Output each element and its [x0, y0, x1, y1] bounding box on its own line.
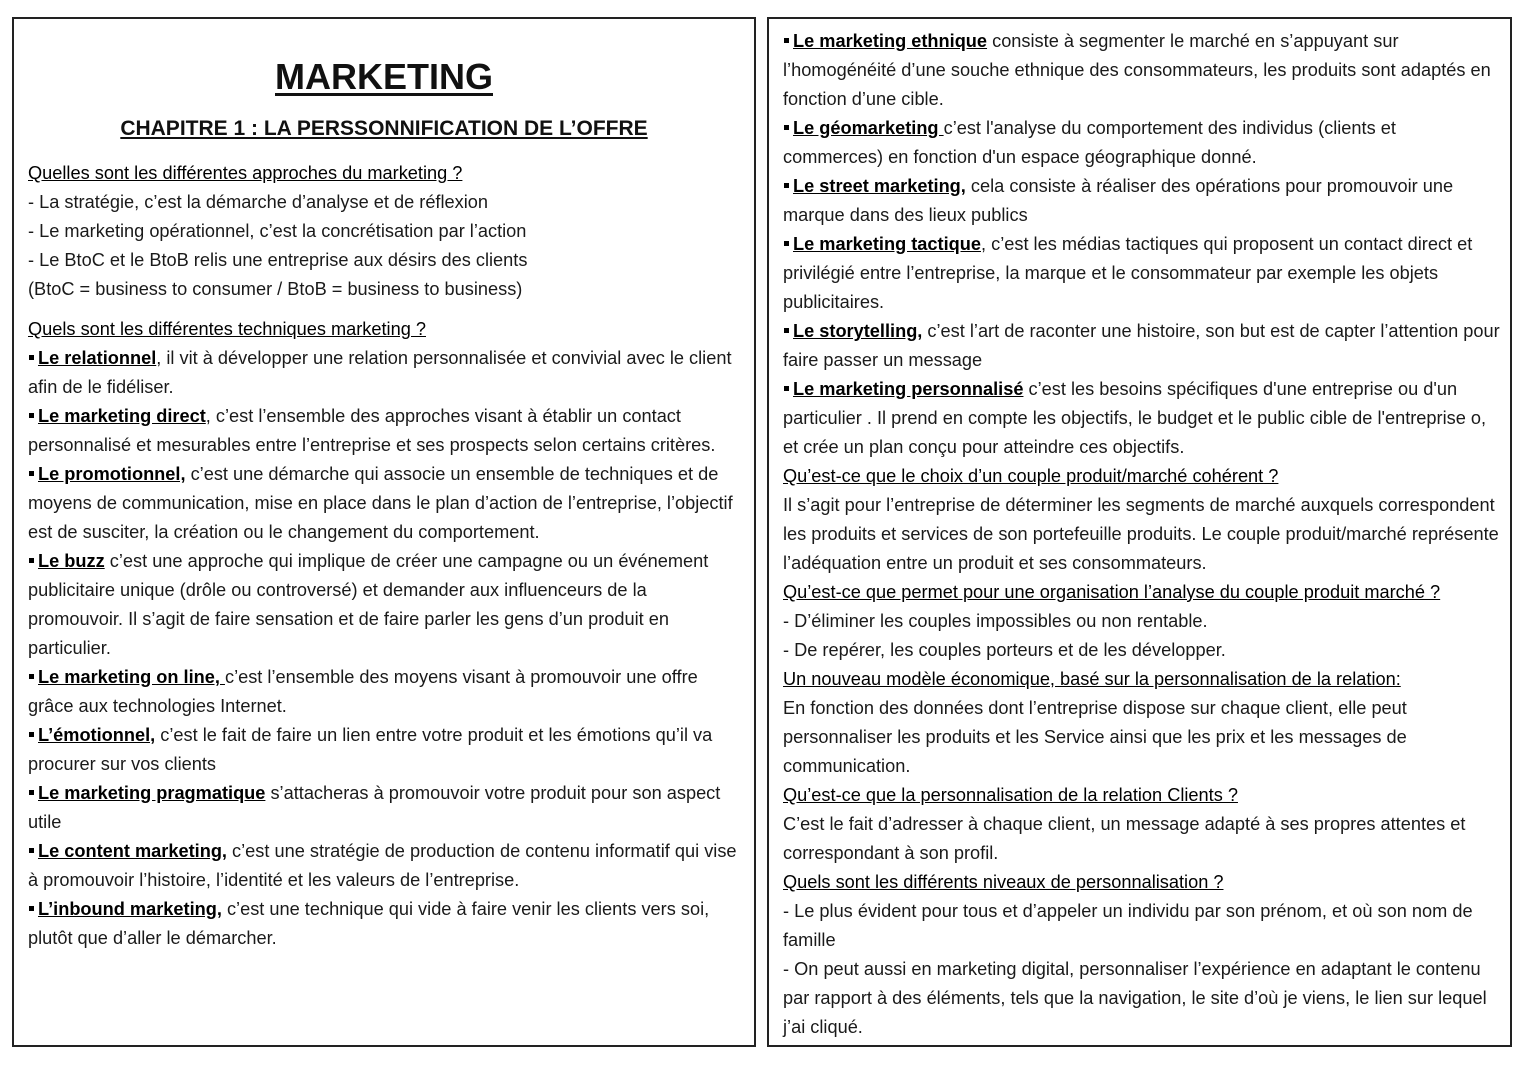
chapter-heading: CHAPITRE 1 : LA PERSSONNIFICATION DE L’OFFRE	[120, 117, 648, 140]
document-title: MARKETING	[275, 56, 493, 97]
technique-item: Le street marketing, cela consiste à réaliser des opérations pour promouvoir une marque dans des lieux publics	[783, 176, 1454, 225]
technique-item: Le buzz c’est une approche qui implique de créer une campagne ou un événement publicitaire unique (drôle ou controversé) et demander aux influenceurs de la promouvoir. Il s’agit de faire sensation et de faire parler les gens d’un produit en particulier.	[28, 551, 709, 658]
list-item: - La stratégie, c’est la démarche d’analyse et de réflexion	[28, 192, 489, 212]
question-personnalisation-relation: Qu’est-ce que la personnalisation de la relation Clients ?	[783, 785, 1238, 805]
list-item: - De repérer, les couples porteurs et de les développer.	[783, 640, 1226, 660]
bullet-square-icon	[784, 183, 789, 188]
technique-item: Le storytelling, c’est l’art de raconter une histoire, son but est de capter l’attention pour faire passer un message	[783, 321, 1500, 370]
right-page	[767, 17, 1512, 1047]
answer-paragraph: C’est le fait d’adresser à chaque client, un message adapté à ses propres attentes et correspondant à son profil.	[783, 814, 1466, 863]
technique-item: L’émotionnel, c’est le fait de faire un lien entre votre produit et les émotions qu’il va procurer sur vos clients	[28, 725, 713, 774]
question-analyse-couple: Qu’est-ce que permet pour une organisation l’analyse du couple produit marché ?	[783, 582, 1441, 602]
technique-item: Le relationnel, il vit à développer une relation personnalisée et convivial avec le client afin de le fidéliser.	[28, 348, 732, 397]
question-niveaux-personnalisation: Quels sont les différents niveaux de personnalisation ?	[783, 872, 1224, 892]
bullet-square-icon	[784, 328, 789, 333]
list-item: - D’éliminer les couples impossibles ou non rentable.	[783, 611, 1208, 631]
list-item: - Le BtoC et le BtoB relis une entreprise aux désirs des clients	[28, 250, 528, 270]
question-couple-produit: Qu’est-ce que le choix d’un couple produit/marché cohérent ?	[783, 466, 1279, 486]
left-page	[12, 17, 756, 1047]
list-item: - Le plus évident pour tous et d’appeler un individu par son prénom, et où son nom de famille	[783, 901, 1473, 950]
bullet-square-icon	[29, 848, 34, 853]
technique-item: Le marketing personnalisé c’est les besoins spécifiques d'une entreprise ou d'un particulier . Il prend en compte les objectifs, le budget et le public cible de l'entreprise o, et crée un plan conçu pour atteindre ces objectifs.	[783, 379, 1487, 457]
bullet-square-icon	[29, 906, 34, 911]
answer-paragraph: En fonction des données dont l’entreprise dispose sur chaque client, elle peut personnaliser les produits et les Service ainsi que les prix et les messages de communication.	[783, 698, 1407, 776]
technique-item: Le marketing ethnique consiste à segmenter le marché en s’appuyant sur l’homogénéité d’une souche ethnique des consommateurs, les produits sont adaptés en fonction d’une cible.	[783, 31, 1491, 109]
question-techniques: Quels sont les différentes techniques marketing ?	[28, 319, 426, 339]
question-approaches: Quelles sont les différentes approches du marketing ?	[28, 163, 463, 183]
bullet-square-icon	[29, 790, 34, 795]
technique-item: Le marketing on line, c’est l’ensemble des moyens visant à promouvoir une offre grâce aux technologies Internet.	[28, 667, 698, 716]
techniques-section	[28, 315, 740, 953]
bullet-square-icon	[29, 732, 34, 737]
bullet-square-icon	[784, 38, 789, 43]
technique-item: Le marketing direct, c’est l’ensemble des approches visant à établir un contact personnalisé et mesurables entre l’entreprise et ses prospects selon certains critères.	[28, 406, 716, 455]
bullet-square-icon	[784, 386, 789, 391]
bullet-square-icon	[29, 558, 34, 563]
technique-item: L’inbound marketing, c’est une technique qui vide à faire venir les clients vers soi, plutôt que d’aller le démarcher.	[28, 899, 710, 948]
technique-item: Le promotionnel, c’est une démarche qui associe un ensemble de techniques et de moyens de communication, mise en place dans le plan d’action de l’entreprise, l’objectif est de susciter, la création ou le changement du comportement.	[28, 464, 733, 542]
technique-item: Le content marketing, c’est une stratégie de production de contenu informatif qui vise à promouvoir l’histoire, l’identité et les valeurs de l’entreprise.	[28, 841, 737, 890]
bullet-square-icon	[784, 125, 789, 130]
bullet-square-icon	[29, 674, 34, 679]
bullet-square-icon	[29, 413, 34, 418]
approaches-section	[28, 159, 740, 304]
approaches-note: (BtoC = business to consumer / BtoB = business to business)	[28, 279, 523, 299]
answer-paragraph: Il s’agit pour l’entreprise de déterminer les segments de marché auxquels correspondent les produits et services de son portefeuille produits. Le couple produit/marché représente l’adéquation entre un produit et ses consommateurs.	[783, 495, 1499, 573]
techniques-continued	[783, 27, 1500, 1042]
technique-item: Le marketing tactique, c’est les médias tactiques qui proposent un contact direct et privilégié entre l’entreprise, la marque et le consommateur par exemple les objets publicitaires.	[783, 234, 1473, 312]
list-item: - On peut aussi en marketing digital, personnaliser l’expérience en adaptant le contenu par rapport à des éléments, tels que la navigation, le site d’où je viens, le lien sur lequel j’ai cliqué.	[783, 959, 1487, 1037]
technique-item: Le géomarketing c’est l'analyse du comportement des individus (clients et commerces) en fonction d'un espace géographique donné.	[783, 118, 1396, 167]
technique-item: Le marketing pragmatique s’attacheras à promouvoir votre produit pour son aspect utile	[28, 783, 721, 832]
bullet-square-icon	[29, 355, 34, 360]
question-modele-economique: Un nouveau modèle économique, basé sur la personnalisation de la relation:	[783, 669, 1401, 689]
bullet-square-icon	[29, 471, 34, 476]
list-item: - Le marketing opérationnel, c’est la concrétisation par l’action	[28, 221, 527, 241]
bullet-square-icon	[784, 241, 789, 246]
